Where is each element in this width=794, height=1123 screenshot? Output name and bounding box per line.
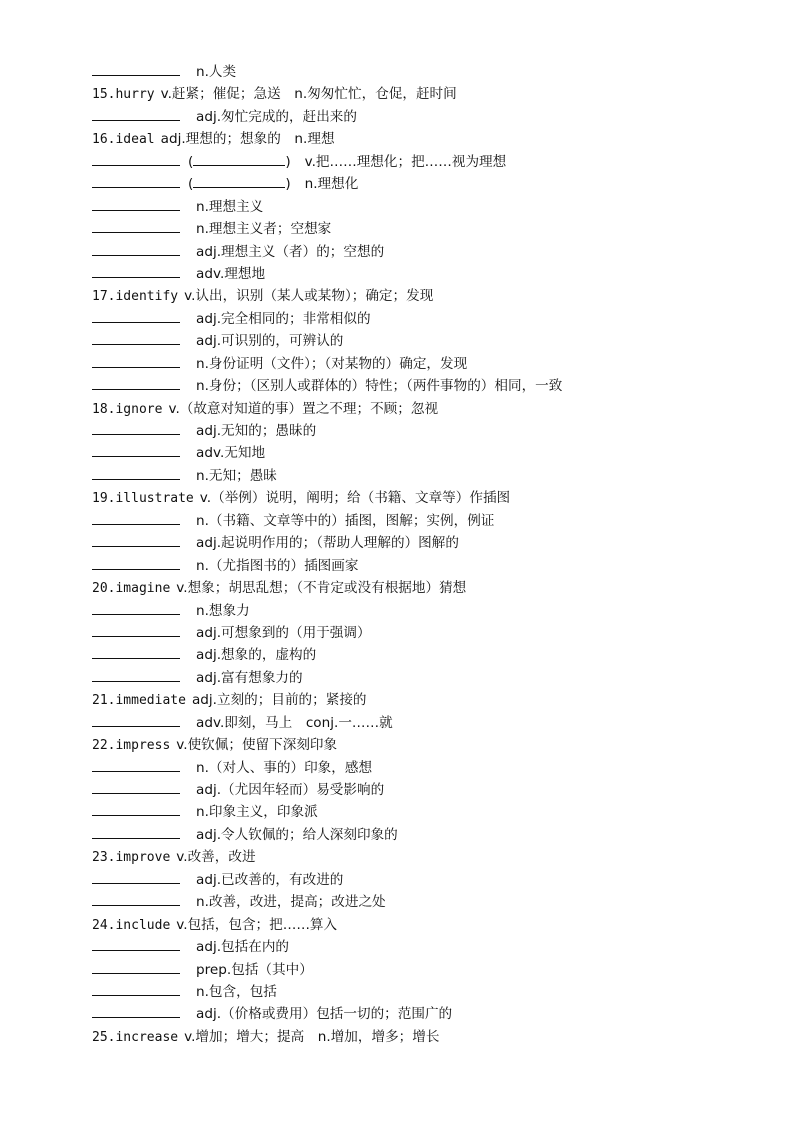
fill-in-line [92,241,772,263]
fill-in-line [92,555,772,577]
fill-in-line [92,1003,772,1025]
paren-open: ( [188,176,194,193]
entry-definition: n.理想主义者；空想家 [196,221,332,238]
answer-blank[interactable] [92,780,180,794]
entry-word: include [115,917,171,933]
answer-blank[interactable] [92,802,180,816]
answer-blank[interactable] [92,511,180,525]
answer-blank[interactable] [92,825,180,839]
fill-in-line [92,263,772,285]
entry-definition: n.无知；愚昧 [196,467,277,484]
fill-in-line [92,420,772,442]
entry-definition: adj.令人钦佩的；给人深刻印象的 [196,826,398,843]
answer-blank[interactable] [92,960,180,974]
answer-blank[interactable] [92,331,180,345]
entry-word: imagine [115,581,171,597]
entry-headword-line [92,846,772,868]
answer-blank[interactable] [92,668,180,682]
entry-word: identify [115,289,179,305]
answer-blank[interactable] [92,601,180,615]
answer-blank[interactable] [92,466,180,480]
entry-number: 25. [92,1029,116,1045]
entry-number: 24. [92,917,116,933]
fill-in-line [92,891,772,913]
answer-blank[interactable] [92,264,180,278]
entry-definition: n.理想化 [304,176,359,193]
entry-headword-line [92,1026,772,1048]
entry-number: 19. [92,491,116,507]
entry-definition: n.（对人、事的）印象，感想 [196,759,373,776]
fill-in-line [92,801,772,823]
entry-number: 15. [92,87,116,103]
entry-definition: n.身份证明（文件）；（对某物的）确定，发现 [196,355,468,372]
entry-definition: v.改善，改进 [176,849,256,866]
entry-word: immediate [115,693,186,709]
answer-blank[interactable] [92,556,180,570]
entry-definition: adv.理想地 [196,265,266,282]
fill-in-line [92,61,772,83]
answer-blank[interactable] [92,62,180,76]
fill-in-line [92,330,772,352]
fill-in-line [92,196,772,218]
entry-number: 18. [92,401,116,417]
entry-definition: adj.可想象到的（用于强调） [196,624,371,641]
fill-in-line [92,622,772,644]
entry-number: 20. [92,581,116,597]
entry-definition: adj.（价格或费用）包括一切的；范围广的 [196,1006,453,1023]
fill-in-line [92,936,772,958]
entry-word: illustrate [115,491,194,507]
entry-definition: n.人类 [196,64,237,80]
entry-word: impress [115,738,171,754]
answer-blank[interactable] [92,152,180,166]
answer-blank[interactable] [92,1004,180,1018]
entry-definition: adj.完全相同的；非常相似的 [196,310,371,327]
entry-word: ignore [115,401,163,417]
fill-in-line [92,218,772,240]
answer-blank[interactable] [92,309,180,323]
entry-number: 16. [92,132,116,148]
entry-definition: adj.理想主义（者）的；空想的 [196,243,385,260]
entry-definition: v.把……理想化；把……视为理想 [304,153,507,170]
fill-in-line [92,106,772,128]
entry-definition: v.想象；胡思乱想；（不肯定或没有根据地）猜想 [176,580,467,597]
entry-definition: v.使钦佩；使留下深刻印象 [176,737,338,754]
fill-in-line [92,869,772,891]
entry-number: 22. [92,738,116,754]
entry-definition: v.增加；增大；提高 n.增加，增多；增长 [184,1028,440,1045]
entry-headword-line [92,128,772,150]
entry-headword-line [92,577,772,599]
entry-definition: adv.即刻，马上 conj.一……就 [196,714,393,731]
entry-number: 17. [92,289,116,305]
fill-in-line [92,600,772,622]
entry-word: increase [115,1029,179,1045]
entry-definition: adj.想象的，虚构的 [196,647,317,664]
fill-in-line [92,824,772,846]
paren-close: ) [285,153,291,170]
paren-answer-blank[interactable] [193,152,285,166]
entry-number: 21. [92,693,116,709]
entry-definition: v.包括，包含；把……算入 [176,916,338,933]
fill-in-line [92,644,772,666]
entry-definition: adj.匆忙完成的，赶出来的 [196,108,357,125]
entry-definition: v.（故意对知道的事）置之不理；不顾；忽视 [168,400,439,417]
entry-definition: v.（举例）说明，阐明；给（书籍、文章等）作插图 [199,490,511,507]
entry-definition: n.包含，包括 [196,983,277,1000]
answer-blank[interactable] [92,174,180,188]
entry-definition: adv.无知地 [196,445,266,462]
fill-in-line [92,981,772,1003]
entry-definition: adj.立刻的；目前的；紧接的 [191,692,367,709]
entry-definition: adj.理想的；想象的 n.理想 [160,131,335,148]
entry-headword-line [92,487,772,509]
entry-definition: v.认出，识别（某人或某物）；确定；发现 [184,288,434,305]
answer-blank[interactable] [92,645,180,659]
entry-headword-line [92,285,772,307]
entry-definition: n.（尤指图书的）插图画家 [196,557,359,574]
fill-in-line [92,353,772,375]
fill-in-line [92,959,772,981]
fill-in-line [92,510,772,532]
answer-blank[interactable] [92,982,180,996]
fill-in-line [92,375,772,397]
entry-definition: prep.包括（其中） [196,961,313,978]
fill-in-line [92,308,772,330]
entry-headword-line [92,734,772,756]
answer-blank[interactable] [92,242,180,256]
answer-blank[interactable] [92,533,180,547]
entry-word: improve [115,850,171,866]
entry-definition: v.赶紧；催促；急送 n.匆匆忙忙，仓促，赶时间 [160,86,457,103]
entry-number: 23. [92,850,116,866]
vocabulary-worksheet [92,61,772,1048]
entry-definition: adj.可识别的，可辨认的 [196,333,344,350]
answer-blank[interactable] [92,870,180,884]
fill-in-line [92,151,772,173]
answer-blank[interactable] [92,107,180,121]
fill-in-line [92,712,772,734]
paren-close: ) [285,176,291,193]
entry-definition: n.印象主义，印象派 [196,804,318,821]
entry-definition: adj.无知的；愚昧的 [196,423,317,439]
entry-headword-line [92,398,772,420]
entry-definition: n.理想主义 [196,198,264,215]
fill-in-line [92,442,772,464]
entry-definition: adj.起说明作用的；（帮助人理解的）图解的 [196,535,459,552]
entry-definition: n.想象力 [196,602,250,619]
entry-definition: adj.富有想象力的 [196,669,303,686]
answer-blank[interactable] [92,421,180,435]
answer-blank[interactable] [92,197,180,211]
entry-word: hurry [115,87,155,103]
fill-in-line [92,779,772,801]
answer-blank[interactable] [92,354,180,368]
answer-blank[interactable] [92,937,180,951]
fill-in-line [92,465,772,487]
answer-blank[interactable] [92,443,180,457]
entry-definition: adj.已改善的，有改进的 [196,871,344,888]
answer-blank[interactable] [92,713,180,727]
answer-blank[interactable] [92,219,180,233]
answer-blank[interactable] [92,758,180,772]
entry-definition: n.改善，改进，提高；改进之处 [196,894,386,911]
fill-in-line [92,667,772,689]
entry-definition: n.（书籍、文章等中的）插图，图解；实例，例证 [196,512,495,529]
entry-headword-line [92,83,772,105]
fill-in-line [92,532,772,554]
answer-blank[interactable] [92,376,180,390]
entry-headword-line [92,914,772,936]
entry-word: ideal [115,132,155,148]
paren-answer-blank[interactable] [193,174,285,188]
entry-definition: adj.包括在内的 [196,939,290,956]
answer-blank[interactable] [92,892,180,906]
paren-open: ( [188,153,194,170]
answer-blank[interactable] [92,623,180,637]
entry-definition: adj.（尤因年轻而）易受影响的 [196,782,385,798]
fill-in-line [92,757,772,779]
fill-in-line [92,173,772,195]
entry-definition: n.身份；（区别人或群体的）特性；（两件事物的）相同，一致 [196,378,563,395]
entry-headword-line [92,689,772,711]
